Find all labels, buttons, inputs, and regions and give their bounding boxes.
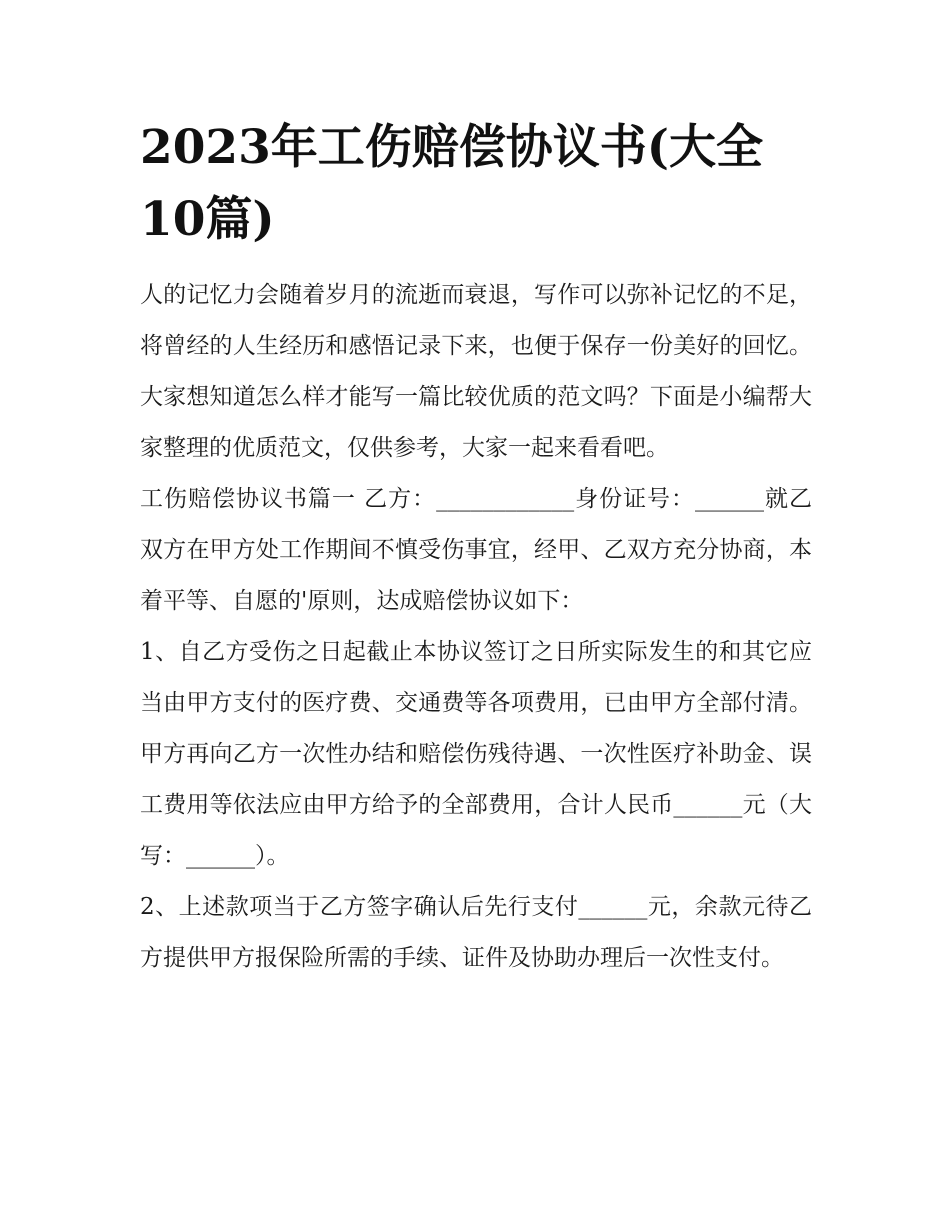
clause-1-paragraph: 1、自乙方受伤之日起截止本协议签订之日所实际发生的和其它应当由甲方支付的医疗费、交通费等各项费用，已由甲方全部付清。甲方再向乙方一次性办结和赔偿伤残待遇、一次性医疗补助金、误工费用等依法应由甲方给予的全部费用，合计人民币______元（大写：______）。 xyxy=(140,639,812,869)
agreement-parties-paragraph: 工伤赔偿协议书篇一 乙方：____________身份证号：______就乙双方在甲方处工作期间不慎受伤事宜，经甲、乙双方充分协商，本着平等、自愿的'原则，达成赔偿协议如下： xyxy=(140,486,812,614)
document-body xyxy=(140,112,812,984)
document-title: 2023年工伤赔偿协议书(大全10篇) xyxy=(140,120,764,247)
clause-2-paragraph: 2、上述款项当于乙方签字确认后先行支付______元，余款元待乙方提供甲方报保险所需的手续、证件及协助办理后一次性支付。 xyxy=(140,894,812,971)
intro-paragraph: 人的记忆力会随着岁月的流逝而衰退，写作可以弥补记忆的不足，将曾经的人生经历和感悟记录下来，也便于保存一份美好的回忆。大家想知道怎么样才能写一篇比较优质的范文吗？下面是小编帮大家整理的优质范文，仅供参考，大家一起来看看吧。 xyxy=(140,282,812,461)
